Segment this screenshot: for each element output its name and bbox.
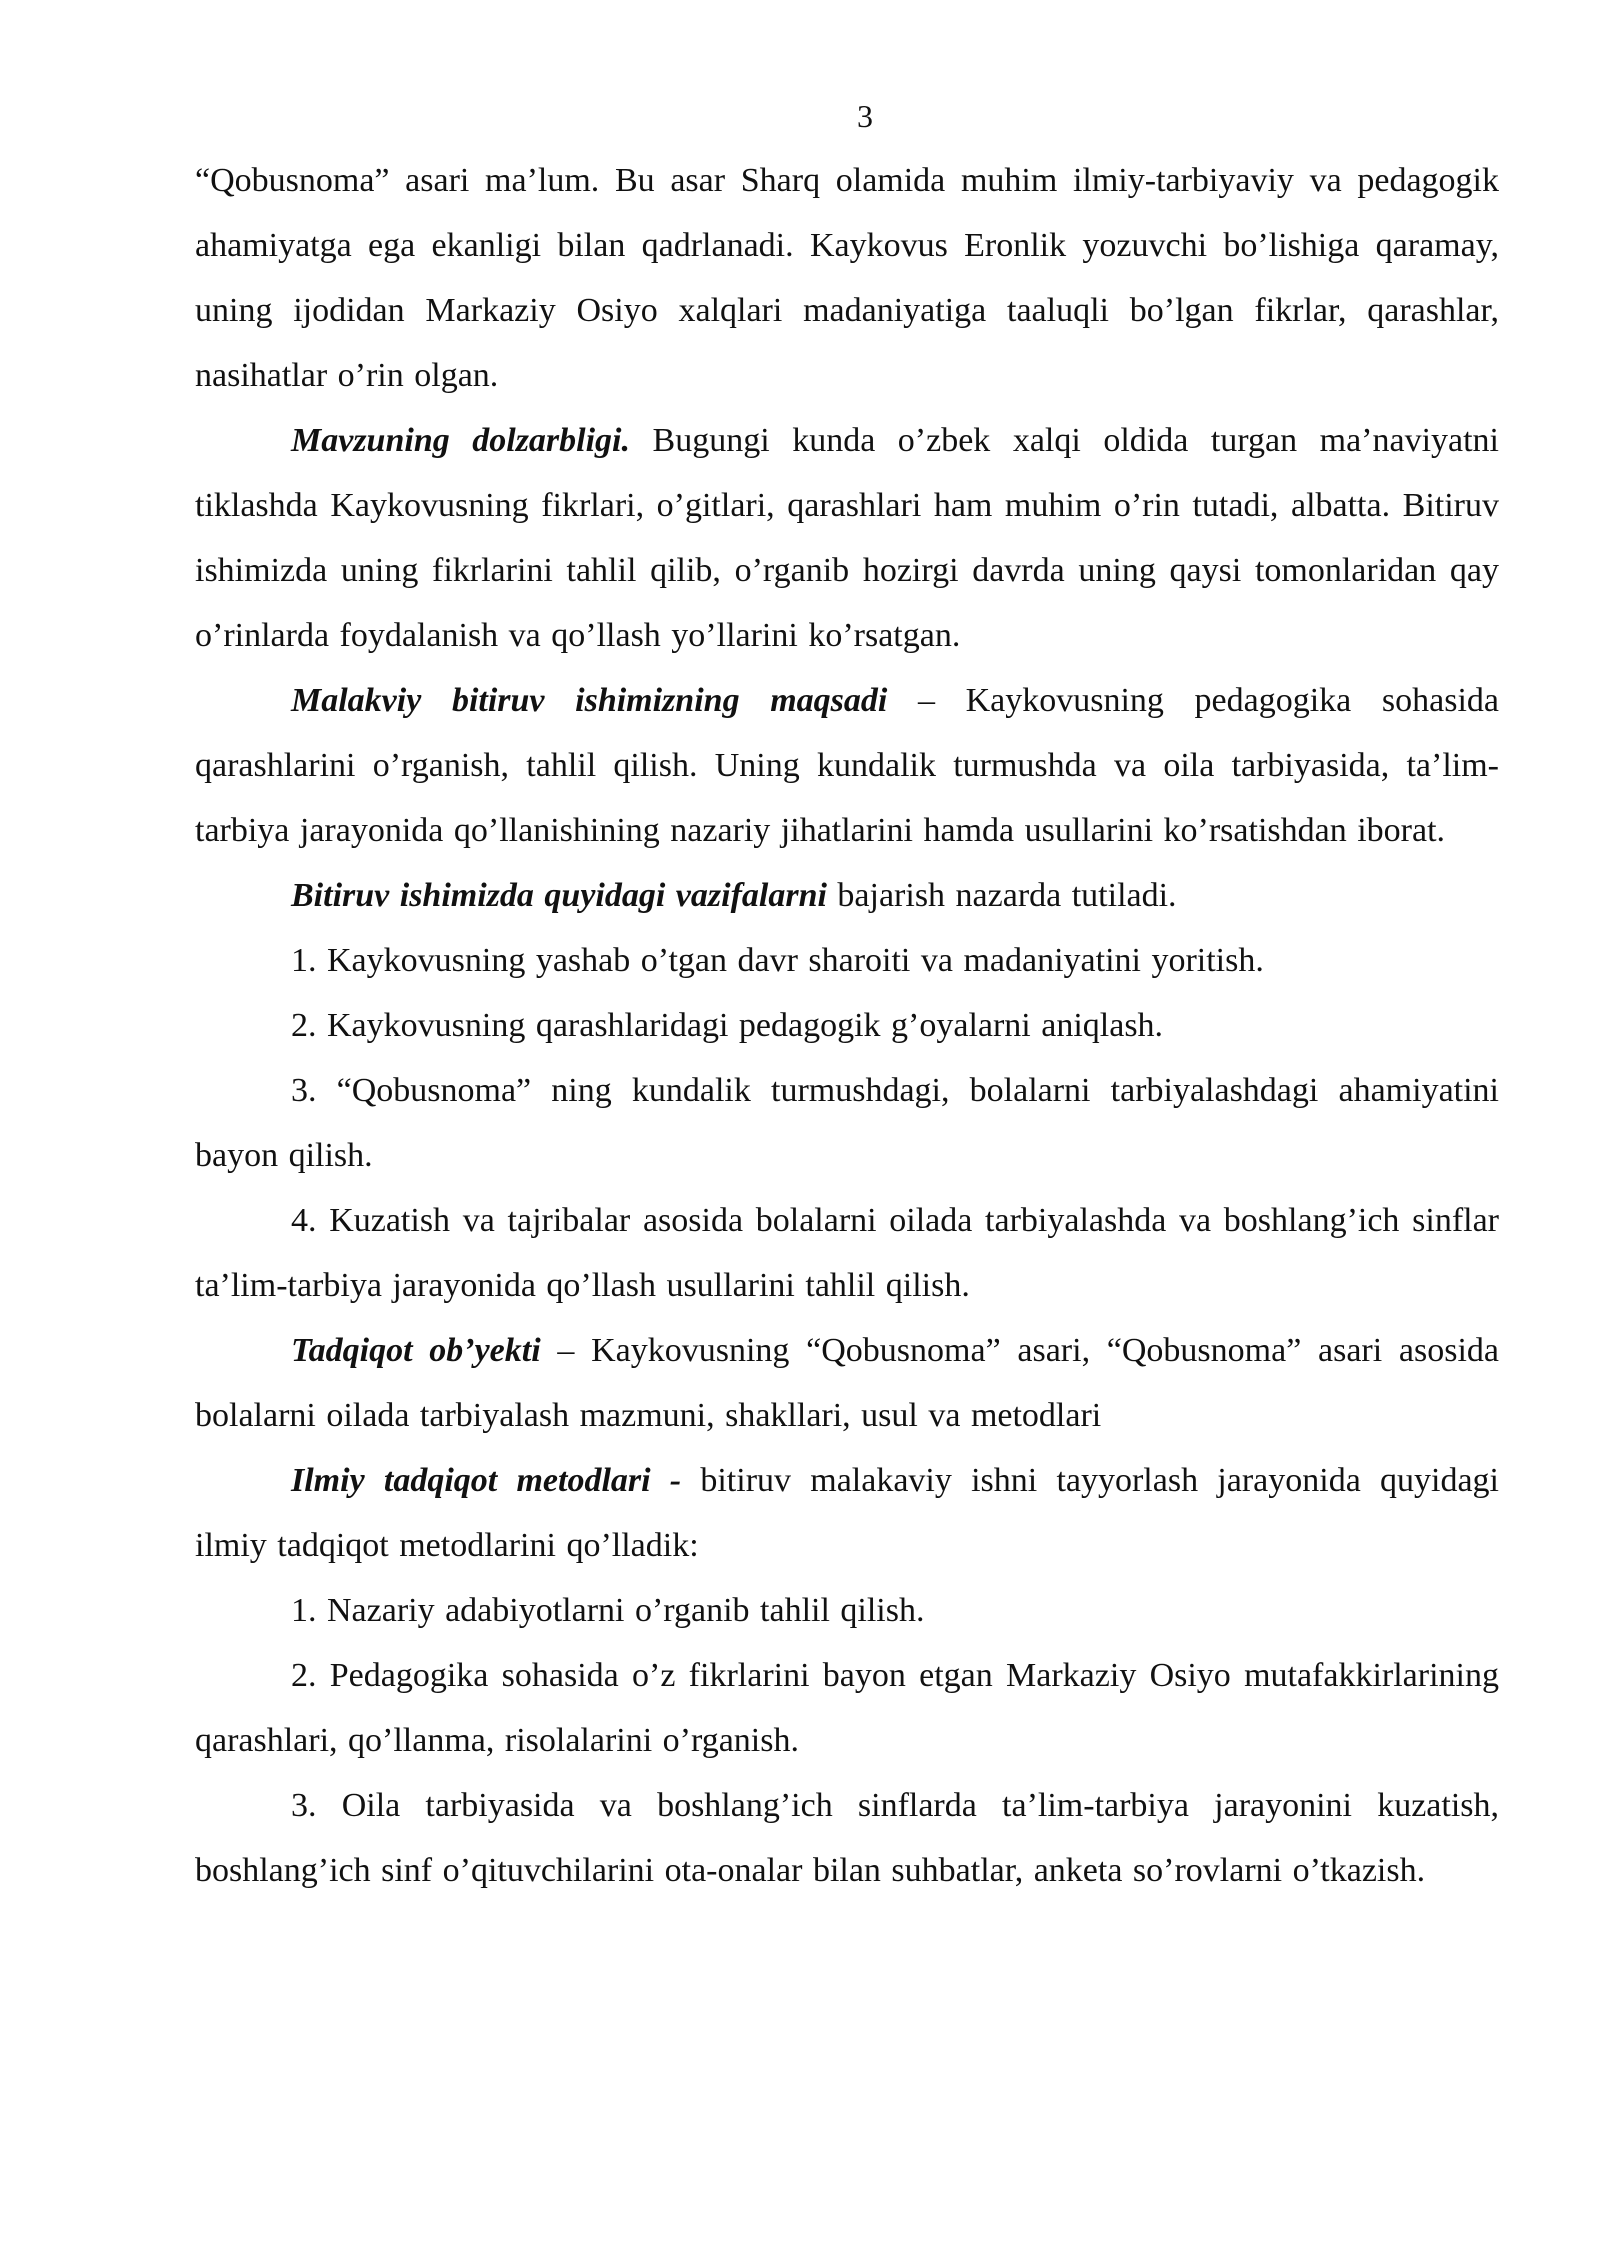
list-item-task-2 — [195, 993, 1499, 1058]
paragraph-lead: Ilmiy tadqiqot metodlari - — [291, 1462, 682, 1499]
document-page — [195, 96, 1499, 1903]
paragraph-text: 1. Nazariy adabiyotlarni o’rganib tahlil qilish. — [291, 1592, 925, 1629]
paragraph-text: bitiruv malakaviy ishni tayyorlash jarayonida quyidagi ilmiy tadqiqot metodlarini qo’lladik: — [195, 1462, 1499, 1564]
paragraph-goal — [195, 668, 1499, 863]
paragraph-lead: Malakviy bitiruv ishimizning maqsadi — [291, 682, 888, 719]
page-number: 3 — [857, 98, 873, 134]
paragraph-text: 1. Kaykovusning yashab o’tgan davr sharoiti va madaniyatini yoritish. — [291, 942, 1264, 979]
list-item-task-1 — [195, 928, 1499, 993]
paragraph-text: “Qobusnoma” asari ma’lum. Bu asar Sharq olamida muhim ilmiy-tarbiyaviy va pedagogik ahamiyatga ega ekanligi bilan qadrlanadi. Kaykovus Eronlik yozuvchi bo’lishiga qaramay, uning ijodidan Markaziy Osiyo xalqlari madaniyatiga taaluqli bo’lgan fikrlar, qarashlar, nasihatlar o’rin olgan. — [195, 162, 1499, 394]
paragraph-research-object — [195, 1318, 1499, 1448]
paragraph-lead: Tadqiqot ob’yekti — [291, 1332, 541, 1369]
paragraph-relevance — [195, 408, 1499, 668]
paragraph-text: Bugungi kunda o’zbek xalqi oldida turgan ma’naviyatni tiklashda Kaykovusning fikrlari, o’gitlari, qarashlari ham muhim o’rin tutadi, albatta. Bitiruv ishimizda uning fikrlarini tahlil qilib, o’rganib hozirgi davrda uning qaysi tomonlaridan qay o’rinlarda foydalanish va qo’llash yo’llarini ko’rsatgan. — [195, 422, 1500, 654]
paragraph-lead: Mavzuning dolzarbligi. — [291, 422, 631, 459]
paragraph-research-methods — [195, 1448, 1499, 1578]
list-item-method-3 — [195, 1773, 1499, 1903]
paragraph-text: 2. Pedagogika sohasida o’z fikrlarini bayon etgan Markaziy Osiyo mutafakkirlarining qarashlari, qo’llanma, risolalarini o’rganish. — [195, 1657, 1499, 1759]
list-item-task-4 — [195, 1188, 1499, 1318]
paragraph-tasks — [195, 863, 1499, 928]
list-item-task-3 — [195, 1058, 1499, 1188]
list-item-method-1 — [195, 1578, 1499, 1643]
paragraph-text: – Kaykovusning “Qobusnoma” asari, “Qobusnoma” asari asosida bolalarni oilada tarbiyalash mazmuni, shakllari, usul va metodlari — [195, 1332, 1500, 1434]
paragraph-text: bajarish nazarda tutiladi. — [826, 877, 1177, 914]
paragraph-text: 3. “Qobusnoma” ning kundalik turmushdagi, bolalarni tarbiyalashdagi ahamiyatini bayon qilish. — [195, 1072, 1499, 1174]
paragraph-text: 2. Kaykovusning qarashlaridagi pedagogik g’oyalarni aniqlash. — [291, 1007, 1164, 1044]
paragraph-text: 4. Kuzatish va tajribalar asosida bolalarni oilada tarbiyalashda va boshlang’ich sinflar ta’lim-tarbiya jarayonida qo’llash usullarini tahlil qilish. — [195, 1202, 1499, 1304]
paragraph-intro — [195, 148, 1499, 408]
paragraph-text: – Kaykovusning pedagogika sohasida qarashlarini o’rganish, tahlil qilish. Uning kundalik turmushda va oila tarbiyasida, ta’lim-tarbiya jarayonida qo’llanishining nazariy jihatlarini hamda usullarini ko’rsatishdan iborat. — [195, 682, 1499, 849]
paragraph-lead: Bitiruv ishimizda quyidagi vazifalarni — [291, 877, 827, 914]
paragraph-text: 3. Oila tarbiyasida va boshlang’ich sinflarda ta’lim-tarbiya jarayonini kuzatish, boshlang’ich sinf o’qituvchilarini ota-onalar bilan suhbatlar, anketa so’rovlarni o’tkazish. — [195, 1787, 1499, 1889]
list-item-method-2 — [195, 1643, 1499, 1773]
